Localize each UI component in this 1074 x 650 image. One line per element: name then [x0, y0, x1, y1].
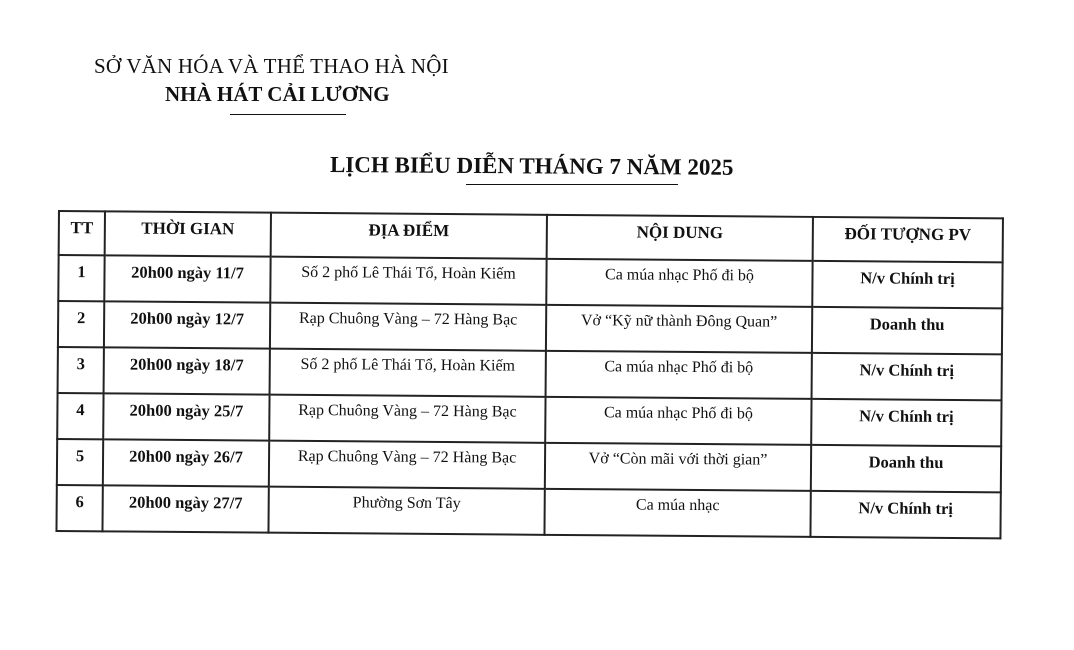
header-place: ĐỊA ĐIỂM	[271, 213, 547, 259]
cell-time: 20h00 ngày 27/7	[102, 485, 268, 532]
header-tt: TT	[59, 211, 105, 255]
cell-target: N/v Chính trị	[811, 399, 1001, 446]
cell-content: Ca múa nhạc Phố đi bộ	[545, 397, 811, 445]
table-row	[57, 393, 1001, 446]
cell-place: Số 2 phố Lê Thái Tổ, Hoàn Kiếm	[270, 257, 546, 305]
cell-place: Rạp Chuông Vàng – 72 Hàng Bạc	[269, 395, 545, 443]
cell-tt: 4	[57, 393, 103, 439]
table-row	[58, 301, 1002, 354]
title-underline-divider	[466, 184, 678, 185]
header-time: THỜI GIAN	[105, 211, 271, 256]
org-name: NHÀ HÁT CẢI LƯƠNG	[165, 82, 390, 106]
cell-place: Rạp Chuông Vàng – 72 Hàng Bạc	[270, 303, 546, 351]
cell-target: N/v Chính trị	[812, 261, 1002, 308]
cell-content: Ca múa nhạc	[544, 489, 810, 537]
table-header-row	[59, 211, 1003, 262]
org-underline-divider	[230, 114, 346, 115]
table-row	[56, 485, 1000, 538]
cell-place: Phường Sơn Tây	[268, 487, 544, 535]
cell-target: Doanh thu	[811, 445, 1001, 492]
cell-tt: 3	[58, 347, 104, 393]
cell-target: N/v Chính trị	[810, 491, 1000, 538]
cell-time: 20h00 ngày 18/7	[104, 347, 270, 394]
cell-content: Vở “Còn mãi với thời gian”	[545, 443, 811, 491]
table-row	[58, 347, 1002, 400]
cell-content: Ca múa nhạc Phố đi bộ	[546, 259, 812, 307]
cell-content: Ca múa nhạc Phố đi bộ	[546, 351, 812, 399]
org-parent-name: SỞ VĂN HÓA VÀ THỂ THAO HÀ NỘI	[94, 54, 449, 78]
cell-target: Doanh thu	[812, 307, 1002, 354]
header-content: NỘI DUNG	[547, 215, 813, 261]
cell-place: Rạp Chuông Vàng – 72 Hàng Bạc	[269, 441, 545, 489]
cell-tt: 6	[56, 485, 102, 531]
table-row	[58, 255, 1002, 308]
document-title: LỊCH BIỂU DIỄN THÁNG 7 NĂM 2025	[329, 152, 734, 180]
performance-schedule-table	[55, 210, 1003, 539]
cell-content: Vở “Kỹ nữ thành Đông Quan”	[546, 305, 812, 353]
cell-time: 20h00 ngày 26/7	[103, 439, 269, 486]
cell-tt: 5	[57, 439, 103, 485]
header-target: ĐỐI TƯỢNG PV	[813, 217, 1003, 262]
cell-time: 20h00 ngày 11/7	[104, 255, 270, 302]
cell-place: Số 2 phố Lê Thái Tổ, Hoàn Kiếm	[270, 349, 546, 397]
table-row	[57, 439, 1001, 492]
cell-tt: 1	[58, 255, 104, 301]
cell-time: 20h00 ngày 25/7	[103, 393, 269, 440]
cell-tt: 2	[58, 301, 104, 347]
cell-target: N/v Chính trị	[812, 353, 1002, 400]
cell-time: 20h00 ngày 12/7	[104, 301, 270, 348]
